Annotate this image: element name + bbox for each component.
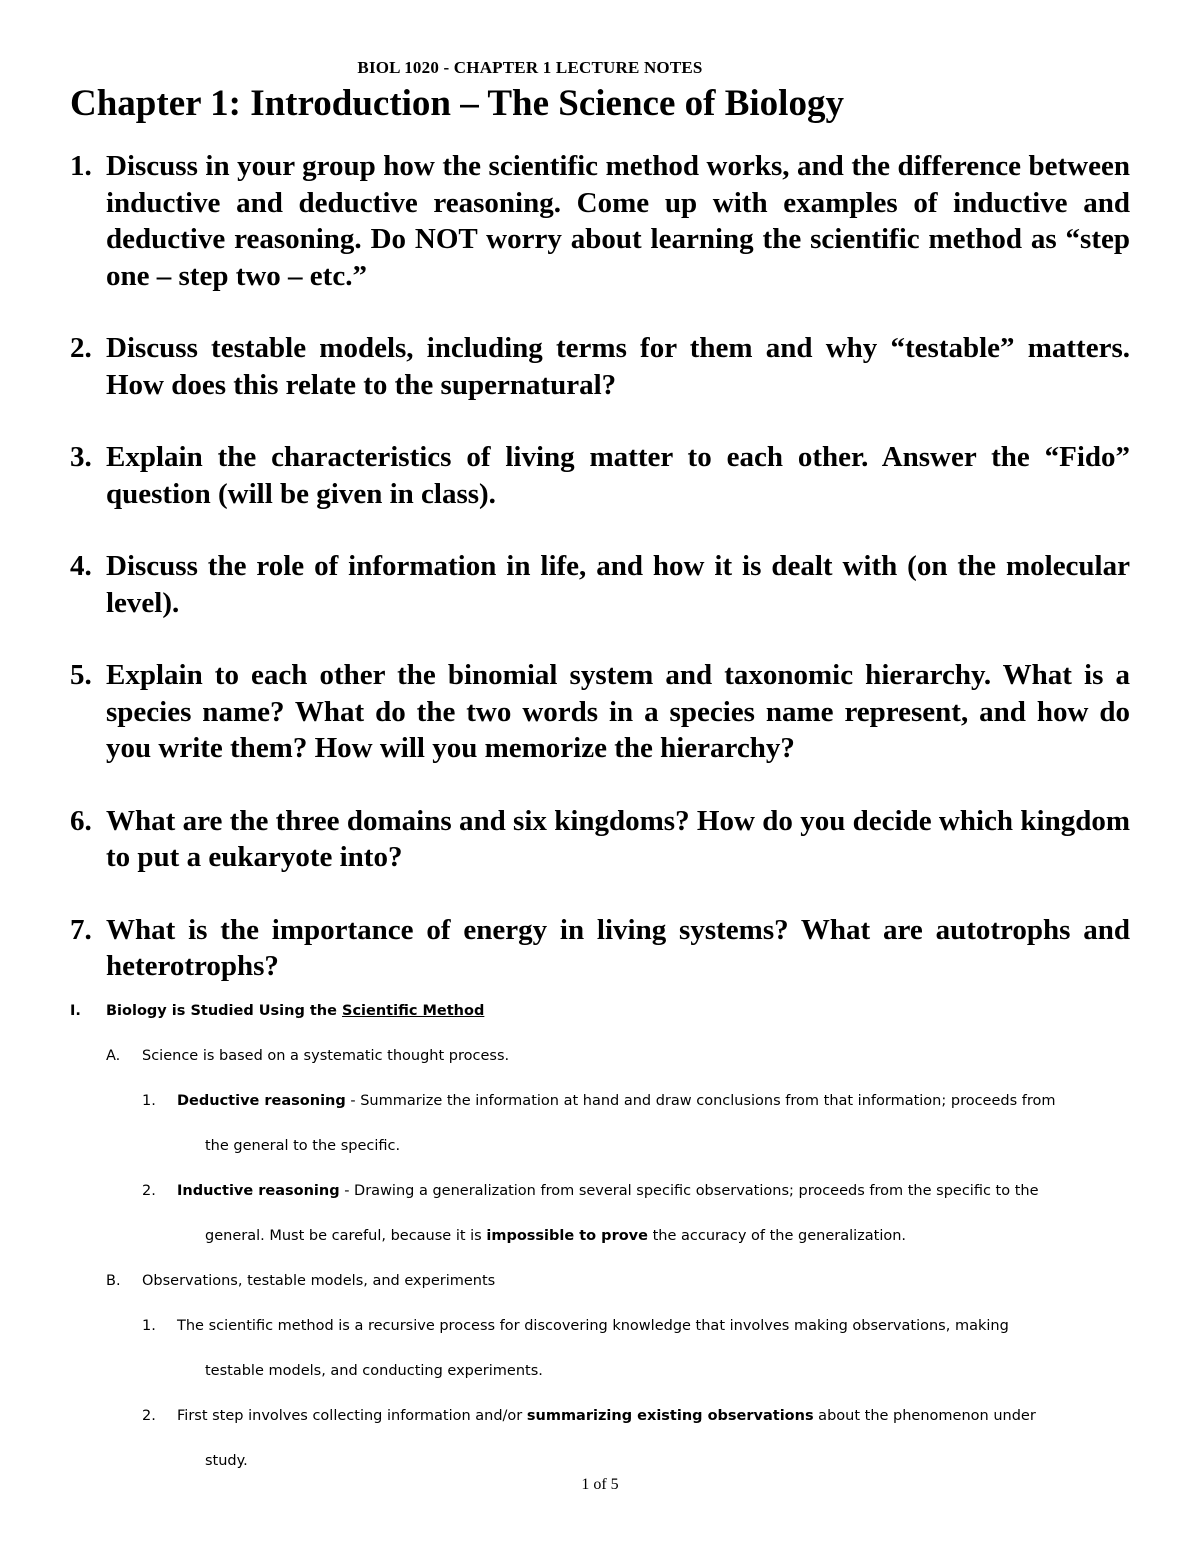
section-title [106,1001,484,1021]
item-line [177,1181,1039,1201]
item-line [177,1091,1056,1111]
page-number: 1 of 5 [581,1476,619,1493]
section-title-text: Biology is Studied Using the [106,1003,343,1019]
running-header: BIOL 1020 - CHAPTER 1 LECTURE NOTES [357,58,703,77]
item-continuation: study. [205,1453,248,1469]
item-term: Inductive reasoning [177,1183,340,1199]
item-number: 2. [142,1408,156,1424]
item-number: 1. [142,1318,156,1334]
subheading-letter: A. [106,1048,121,1064]
item-line: The scientific method is a recursive process for discovering knowledge that involves making observations, making [177,1318,1009,1334]
question-text: Discuss in your group how the scientific method works, and the difference between inductive and deductive reasoning. Come up with examples of inductive and deductive reasoning. Do NOT worry about learning the scientific method as “step one – step two – etc.” [106,150,1130,292]
item-text: First step involves collecting information and/or [177,1408,527,1424]
item-continuation: the general to the specific. [205,1138,401,1154]
question-number: 5. [70,659,92,691]
item-continuation-text: the accuracy of the generalization. [647,1228,907,1244]
subheading-text: Observations, testable models, and experiments [142,1273,496,1289]
item-term: Deductive reasoning [177,1093,346,1109]
item-continuation [205,1226,906,1246]
question-number: 6. [70,804,92,837]
section-title-term: Scientific Method [342,1003,485,1019]
question-text: Discuss the role of information in life, and how it is dealt with (on the molecular level). [106,550,1130,619]
item-emphasis: summarizing existing observations [526,1408,814,1424]
item-definition: - Drawing a generalization from several specific observations; proceeds from the specific to the [339,1183,1039,1199]
chapter-title: Chapter 1: Introduction – The Science of Biology [70,83,844,124]
item-number: 2. [142,1183,156,1199]
question-number: 1. [70,150,92,182]
item-continuation-text: general. Must be careful, because it is [205,1228,487,1244]
question-number: 7. [70,913,92,946]
question-text: What are the three domains and six kingdoms? How do you decide which kingdom to put a eukaryote into? [106,804,1130,873]
item-number: 1. [142,1093,156,1109]
question-number: 4. [70,550,92,582]
item-definition: - Summarize the information at hand and draw conclusions from that information; proceeds from [345,1093,1056,1109]
question-number: 2. [70,332,92,364]
subheading-letter: B. [106,1273,121,1289]
question-text: Explain the characteristics of living matter to each other. Answer the “Fido” question (will be given in class). [106,441,1130,510]
item-line [177,1406,1036,1426]
subheading-text: Science is based on a systematic thought process. [142,1048,510,1064]
question-text: Discuss testable models, including terms for them and why “testable” matters. How does this relate to the supernatural? [106,332,1130,401]
item-text: about the phenomenon under [813,1408,1036,1424]
item-continuation: testable models, and conducting experiments. [205,1363,543,1379]
item-emphasis: impossible to prove [486,1228,648,1244]
question-text: Explain to each other the binomial system and taxonomic hierarchy. What is a species name? What do the two words in a species name represent, and how do you write them? How will you memorize the hierarchy? [106,659,1130,764]
section-number: I. [70,1003,81,1019]
question-number: 3. [70,441,92,473]
question-text: What is the importance of energy in living systems? What are autotrophs and heterotrophs? [106,913,1130,982]
